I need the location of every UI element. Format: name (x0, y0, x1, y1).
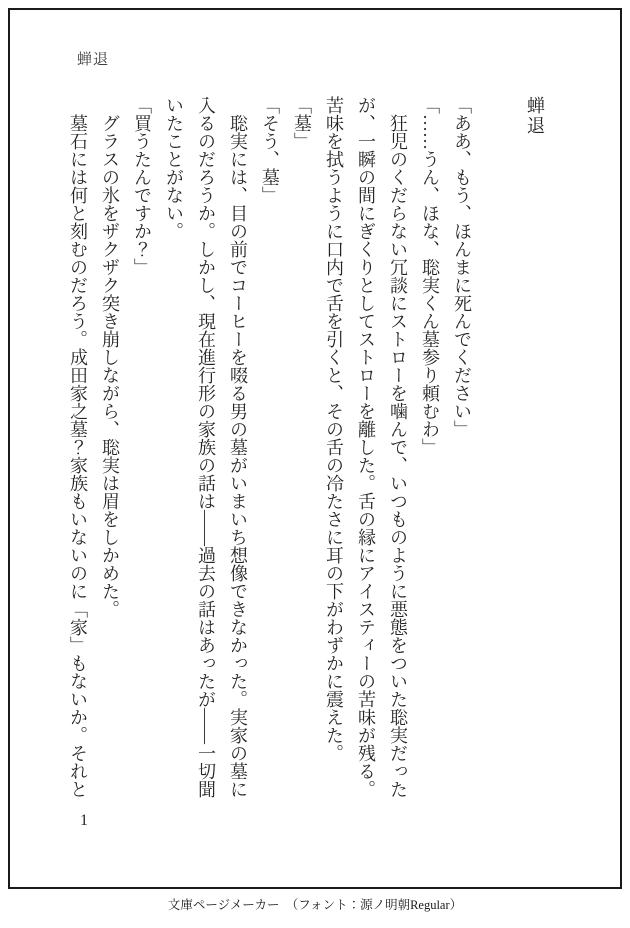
paragraph-dialogue-5: 「買うたんですか？」 (132, 96, 152, 276)
paragraph-dialogue-1: 「ああ、もう、ほんまに死んでください」 (452, 96, 472, 438)
story-title: 蝉退 (525, 96, 545, 136)
paragraph-dialogue-4: 「そう、墓」 (260, 96, 280, 204)
paragraph-narrative-2: 聡実には、目の前でコーヒーを啜る男の墓がいまいち想像できなかった。実家の墓に入るのだろうか。しかし、現在進行形の家族の話は――過去の話はあったが――一切聞いたことがない。 (164, 96, 248, 798)
footer-credit: 文庫ページメーカー （フォント：源ノ明朝Regular） (167, 898, 463, 912)
vertical-text-block (54, 96, 552, 808)
running-header: 蝉退 (77, 52, 110, 68)
paragraph-narrative-4: 墓石には何と刻むのだろう。成田家之墓？家族もいないのに「家」もないか。それと (68, 96, 88, 798)
page-border (8, 8, 622, 889)
paragraph-dialogue-2: 「……うん、ほな、聡実くん墓参り頼むわ」 (420, 96, 440, 456)
paragraph-dialogue-3: 「墓」 (292, 96, 312, 150)
paragraph-narrative-1: 狂児のくだらない冗談にストローを噛んで、いつものように悪態をついた聡実だったが、一瞬の間にぎくりとしてストローを離した。舌の縁にアイスティーの苦味が残る。苦味を拭うように口内で舌を引くと、その舌の冷たさに耳の下がわずかに震えた。 (324, 96, 408, 798)
page-number: 1 (80, 812, 88, 829)
paragraph-narrative-3: グラスの氷をザクザク突き崩しながら、聡実は眉をしかめた。 (100, 96, 120, 618)
